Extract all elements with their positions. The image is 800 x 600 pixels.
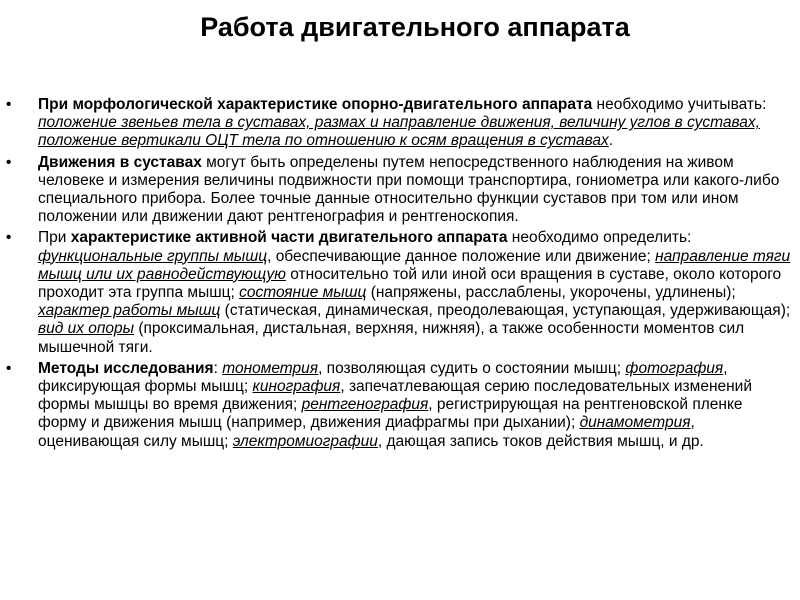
body-text: , обеспечивающие данное положение или движение; <box>267 247 656 265</box>
body-text: , дающая запись токов действия мышц, и др. <box>377 432 704 450</box>
body-text: (напряжены, расслаблены, укорочены, удлинены); <box>366 284 736 302</box>
body-text: , позволяющая судить о состоянии мышц; <box>318 359 626 377</box>
bold-heading: Движения в суставах <box>38 153 202 171</box>
body-text: необходимо учитывать: <box>592 96 767 113</box>
bullet-marker: • <box>6 153 12 171</box>
body-text: , фиксирующая формы мышц; <box>38 359 728 396</box>
emphasized-term: фотография <box>625 359 724 377</box>
body-text: (статическая, динамическая, преодолевающая, уступающая, удерживающая); <box>220 302 791 320</box>
bullet-item <box>6 229 794 356</box>
emphasized-term: кинография <box>252 378 341 396</box>
body-text: , регистрирующая на рентгеновской пленке форму и движения мышц (например, движения диафрагмы при дыхании); <box>38 396 743 432</box>
body-text: , оценивающая силу мышц; <box>38 414 695 450</box>
body-text: (проксимальная, дистальная, верхняя, нижняя), а также особенности моментов сил мышечной тяги. <box>38 320 745 356</box>
body-text: . <box>608 132 614 150</box>
body-text: : <box>213 359 223 377</box>
emphasized-term: электромиографии <box>232 432 378 450</box>
emphasized-term: состояние мышц <box>239 284 367 302</box>
emphasized-term: рентгенография <box>301 396 429 414</box>
emphasized-term: направление тяги мышц или их равнодействующую <box>38 247 791 283</box>
body-text: необходимо определить: <box>507 229 692 247</box>
bullet-item <box>6 96 794 151</box>
emphasized-term: тонометрия <box>222 359 319 377</box>
bold-heading: Методы исследования <box>38 359 214 377</box>
bold-heading: При морфологической характеристике опорно-двигательного аппарата <box>38 96 593 113</box>
emphasized-term: функциональные группы мышц <box>38 247 268 265</box>
slide-title: Работа двигательного аппарата <box>200 12 630 42</box>
body-text: могут быть определены путем непосредственного наблюдения на живом человеке и измерения величины подвижности при помощи транспортира, гониометра или какого-либо специального прибора. Более точные данные относительно функции суставов при том или ином положении или движении дают рентгенография и рентгеноскопия. <box>38 153 780 226</box>
bullet-marker: • <box>6 229 12 247</box>
body-text: относительно той или иной оси вращения в суставе, около которого проходит эта группа мышц; <box>38 265 782 302</box>
emphasized-term: положение звеньев тела в суставах, размах и направление движения, величину углов в суставах, положение вертикали ОЦТ тела по отношению к осям вращения в суставах <box>38 114 760 150</box>
bullet-item <box>6 154 794 227</box>
emphasized-term: характер работы мышц <box>38 302 221 320</box>
bullet-item <box>6 360 794 451</box>
bullet-marker: • <box>6 359 12 377</box>
bullet-marker: • <box>6 96 12 113</box>
body-text: , запечатлевающая серию последовательных изменений формы мышцы во время движения; <box>38 378 753 414</box>
bold-heading: характеристике активной части двигательного аппарата <box>70 229 508 247</box>
emphasized-term: динамометрия <box>579 414 691 432</box>
emphasized-term: вид их опоры <box>38 320 135 338</box>
bullet-list <box>6 96 794 454</box>
body-text: При <box>38 229 71 247</box>
